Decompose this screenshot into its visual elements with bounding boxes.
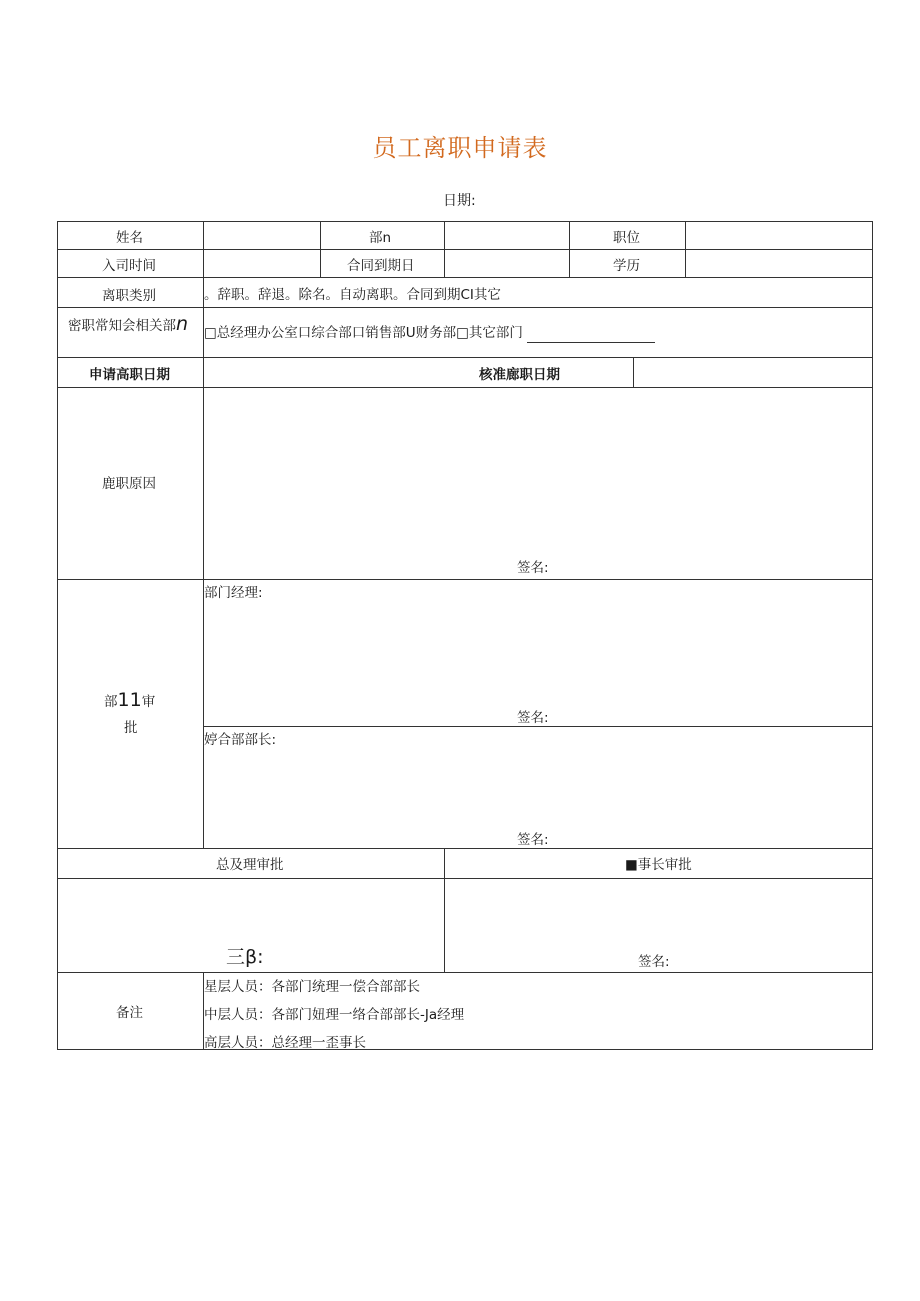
type-label: 离职类别 [102,288,156,304]
apply-date-input-cell[interactable] [203,357,634,388]
dept-approval-label-part1: 部 [104,694,118,710]
notify-options[interactable]: □总经理办公室口综合部口销售部U财务部□其它部门 [204,325,523,341]
remarks-line: 高层人员：总经理一歪事长 [204,1035,366,1051]
notify-label-glyph: n [176,313,189,335]
dept-approval-label-num: 11 [117,689,142,711]
dept-approval-label-part2: 审 [141,694,156,710]
chair-sign: 签名: [638,954,670,970]
page-title: 员工离职申请表 [372,134,548,162]
apply-date-label: 申请高职日期 [89,367,170,383]
contract-input-cell[interactable] [444,249,570,278]
chair-approval-label: ■事长审批 [625,857,692,873]
approve-date-label: 核准廊职日期 [479,367,560,383]
dept-label: 部n [369,230,392,246]
gm-sign: 三β: [226,946,264,968]
remarks-label: 备注 [116,1005,143,1021]
remarks-line: 中层人员：各部门妞理一络合部部长-Ja经理 [204,1007,465,1023]
edu-input-cell[interactable] [685,249,873,278]
edu-label: 学历 [613,258,640,274]
gm-approval-label: 总及理审批 [216,857,284,873]
reason-sign: 签名: [517,560,549,576]
contract-label: 合同到期日 [347,258,415,274]
type-options[interactable]: 。辞职。辞退。除名。自动离职。合同到期CI其它 [204,287,501,303]
notify-label-text: 密职常知会相关部 [68,318,176,334]
dept-approval-label [104,689,155,712]
remarks-line: 星层人员：各部门统理一偿合部部长 [204,979,420,995]
reason-input-cell[interactable] [203,387,873,580]
manager-sign: 签名: [517,710,549,726]
name-input-cell[interactable] [203,221,321,250]
admin-sign: 签名: [517,832,549,848]
join-input-cell[interactable] [203,249,321,278]
approve-date-input-cell[interactable] [633,357,873,388]
admin-label: 婷合部部长: [204,732,277,748]
notify-label [68,313,188,336]
position-label: 职位 [613,230,640,246]
dept-approval-label-cell [57,579,204,849]
name-label: 姓名 [116,230,143,246]
manager-approval-cell[interactable] [203,579,873,727]
date-label: 日期: [443,193,476,209]
dept-input-cell[interactable] [444,221,570,250]
dept-approval-label-line2: 批 [124,720,138,736]
notify-other-underline[interactable] [527,342,655,343]
position-input-cell[interactable] [685,221,873,250]
reason-label: 鹿职原因 [102,476,156,492]
admin-approval-cell[interactable] [203,726,873,849]
manager-label: 部门经理: [204,585,263,601]
join-label: 入司时间 [102,258,156,274]
